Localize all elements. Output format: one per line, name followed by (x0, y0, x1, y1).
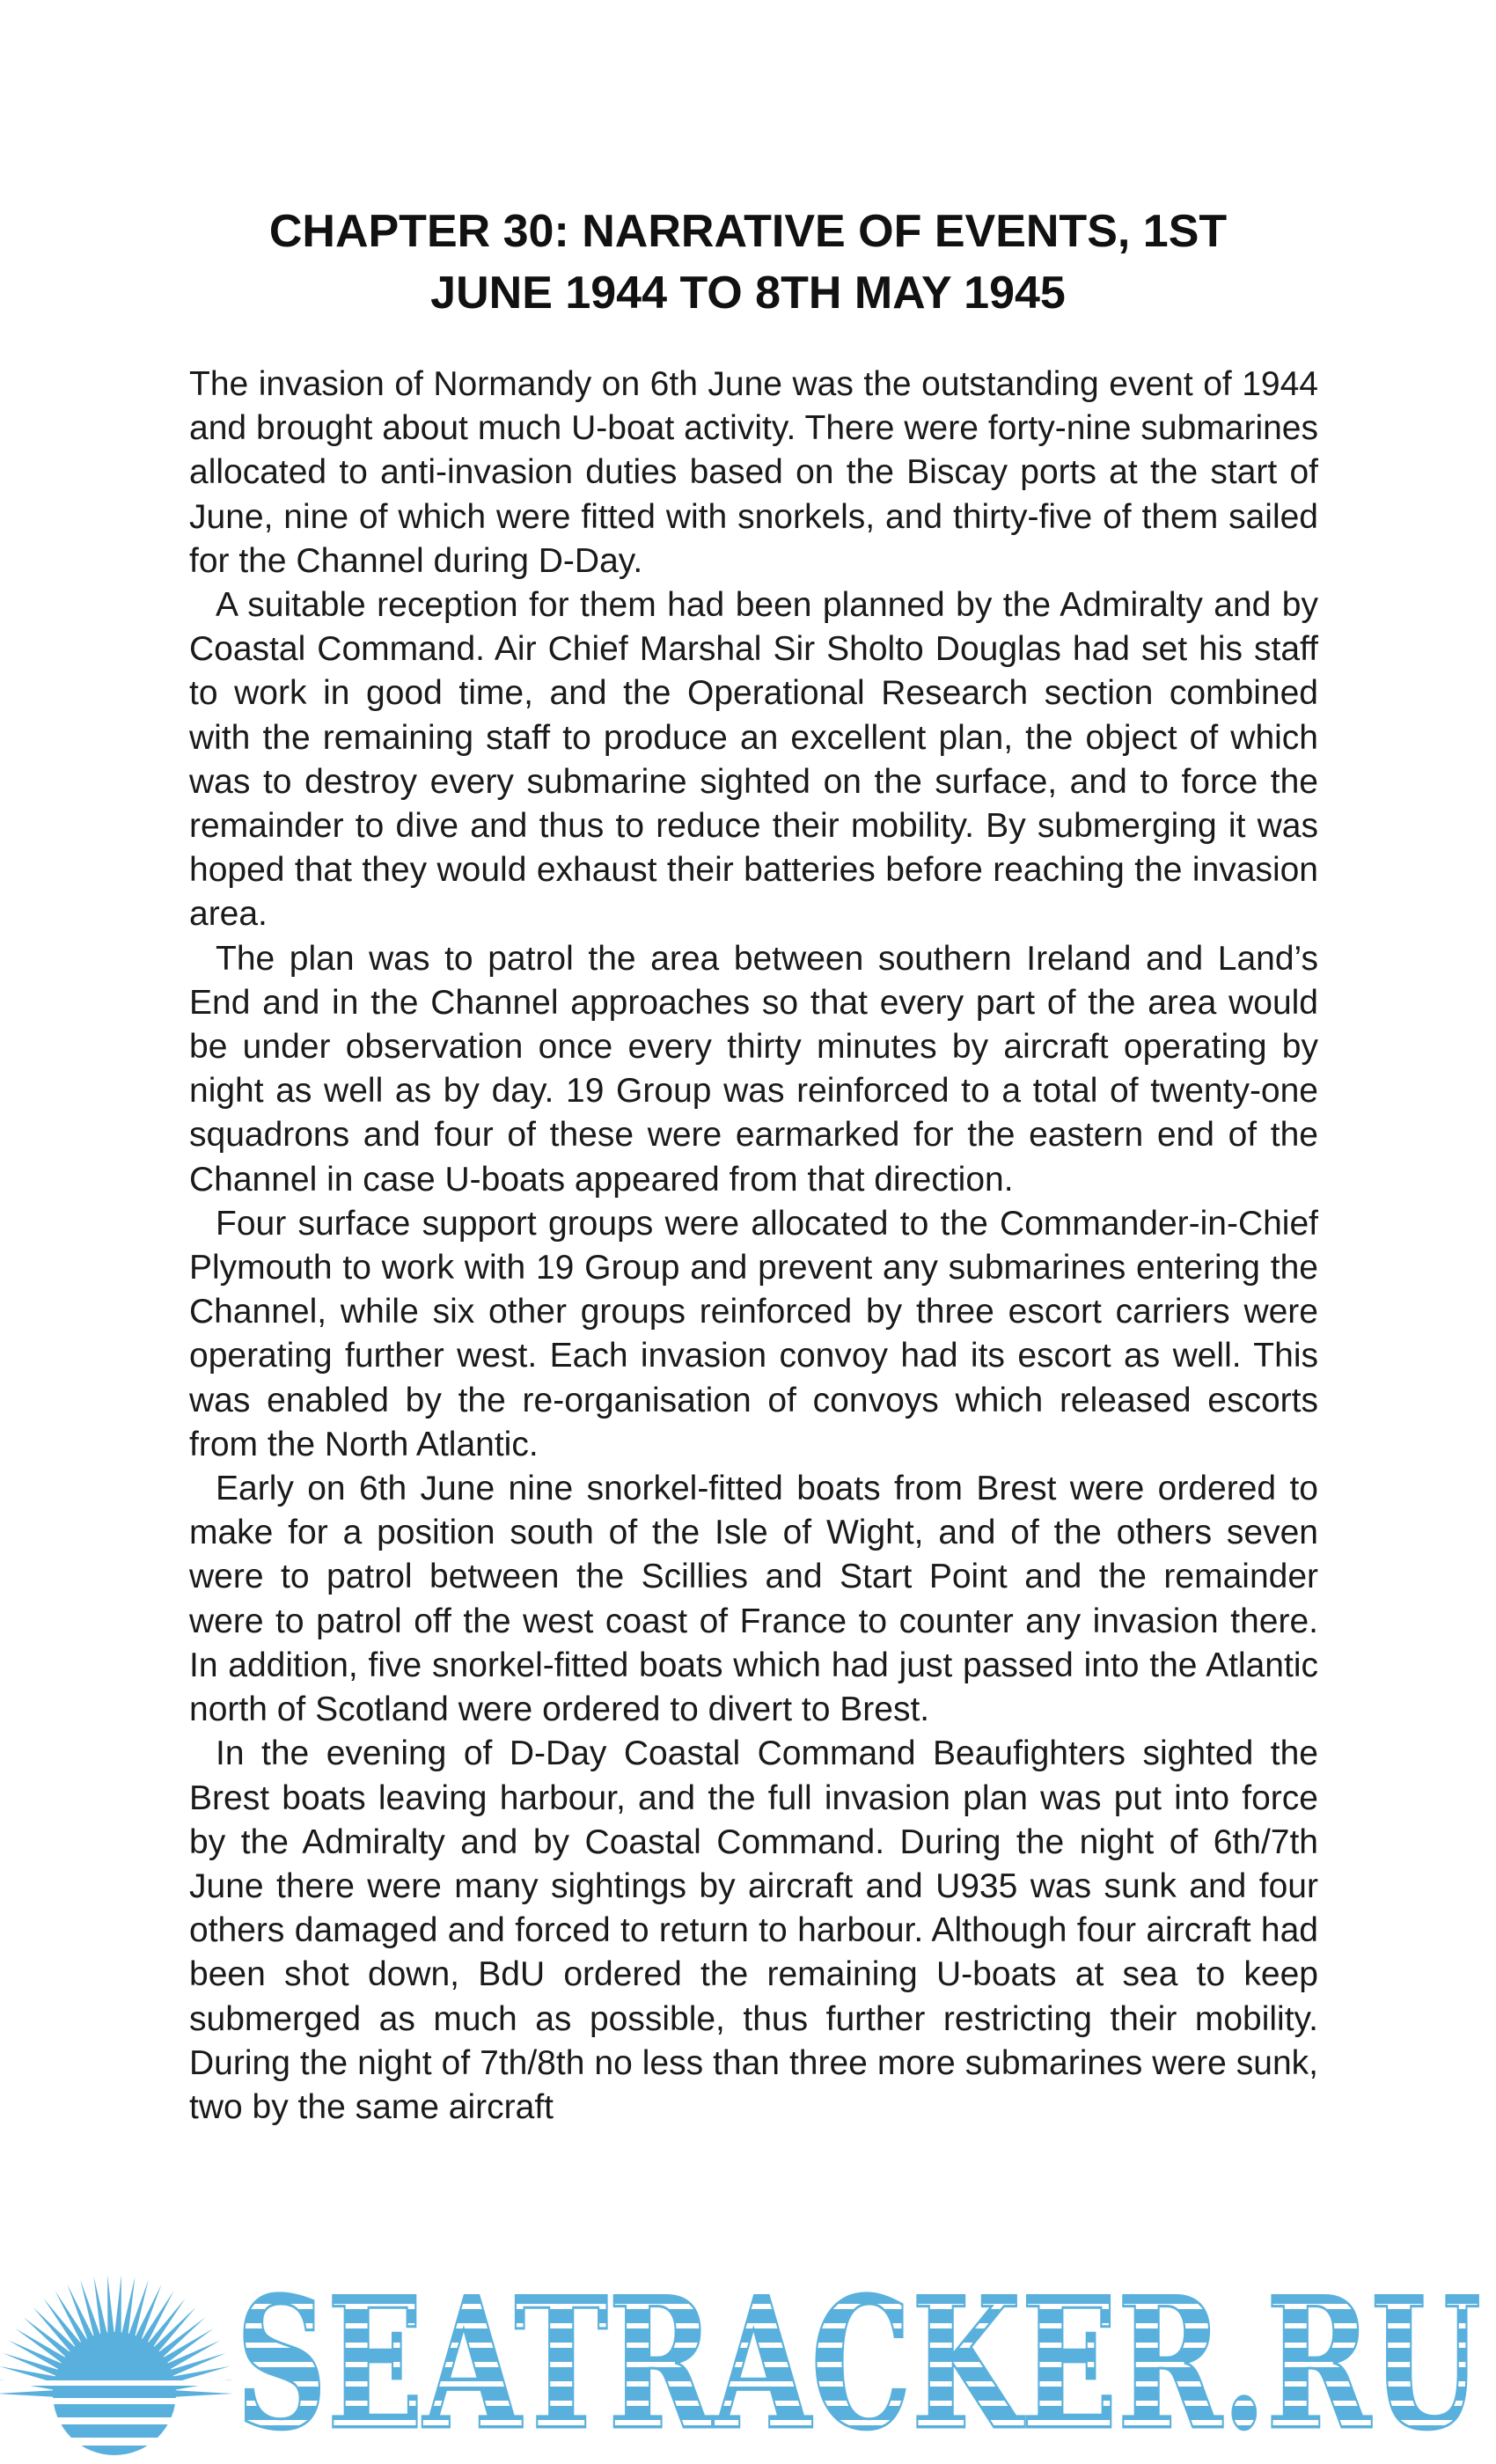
chapter-title (176, 201, 1320, 324)
chapter-title-line-1: CHAPTER 30: NARRATIVE OF EVENTS, 1ST (268, 206, 1228, 257)
sun-ray (114, 2275, 121, 2341)
paragraph: Four surface support groups were allocated to the Commander-in-Chief Plymouth to work with 19 Group and prevent any submarines entering the Channel, while six other groups reinforced by three escort carriers were operating further west. Each invasion convoy had its escort as well. This was enabled by the re-organisation of convoys which released escorts from the North Atlantic. (189, 1204, 1318, 1463)
paragraph: A suitable reception for them had been planned by the Admiralty and by Coastal Command. Air Chief Marshal Sir Sholto Douglas had set his staff to work in good time, and the Operational Research section combined with the remaining staff to produce an excellent plan, the object of which was to destroy every submarine sighted on the surface, and to force the remainder to dive and thus to reduce their mobility. By submerging it was hoped that they would exhaust their batteries before reaching the invasion area. (189, 586, 1318, 934)
paragraph: Early on 6th June nine snorkel-fitted boats from Brest were ordered to make for a position south of the Isle of Wight, and of the others seven were to patrol between the Scillies and Start Point and the remainder were to patrol off the west coast of France to counter any invasion there. In addition, five snorkel-fitted boats which had just passed into the Atlantic north of Scotland were ordered to divert to Brest. (189, 1470, 1318, 1729)
paragraph: In the evening of D-Day Coastal Command Beaufighters sighted the Brest boats leaving harbour, and the full invasion plan was put into force by the Admiralty and by Coastal Command. During the night of 6th/7th June there were many sightings by aircraft and U935 was sunk and four others damaged and forced to return to harbour. Although four aircraft had been shot down, BdU ordered the remaining U-boats at sea to keep submerged as much as possible, thus further restricting their mobility. During the night of 7th/8th no less than three more submarines were sunk, two by the same aircraft (189, 1734, 1318, 2126)
sun-ray (167, 2390, 233, 2397)
paragraph: The plan was to patrol the area between southern Ireland and Land’s End and in the Channel approaches so that every part of the area would be under observation once every thirty minutes by aircraft operating by night as well as by day. 19 Group was reinforced to a total of twenty-one squadrons and four of these were earmarked for the eastern end of the Channel in case U-boats appeared from that direction. (189, 939, 1318, 1199)
chapter-body (189, 363, 1318, 2130)
watermark-label: SEATRACKER.RU (236, 2270, 1481, 2446)
chapter-title-line-2: JUNE 1944 TO 8TH MAY 1945 (430, 268, 1066, 319)
sun-ray (0, 2390, 62, 2397)
paragraph: The invasion of Normandy on 6th June was the outstanding event of 1944 and brought about much U-boat activity. There were forty-nine submarines allocated to anti-invasion duties based on the Biscay ports at the start of June, nine of which were fitted with snorkels, and thirty-five of them sailed for the Channel during D-Day. (189, 365, 1318, 580)
sun-icon (0, 2275, 238, 2455)
sun-ray (107, 2275, 115, 2341)
watermark-text (236, 2270, 1485, 2446)
